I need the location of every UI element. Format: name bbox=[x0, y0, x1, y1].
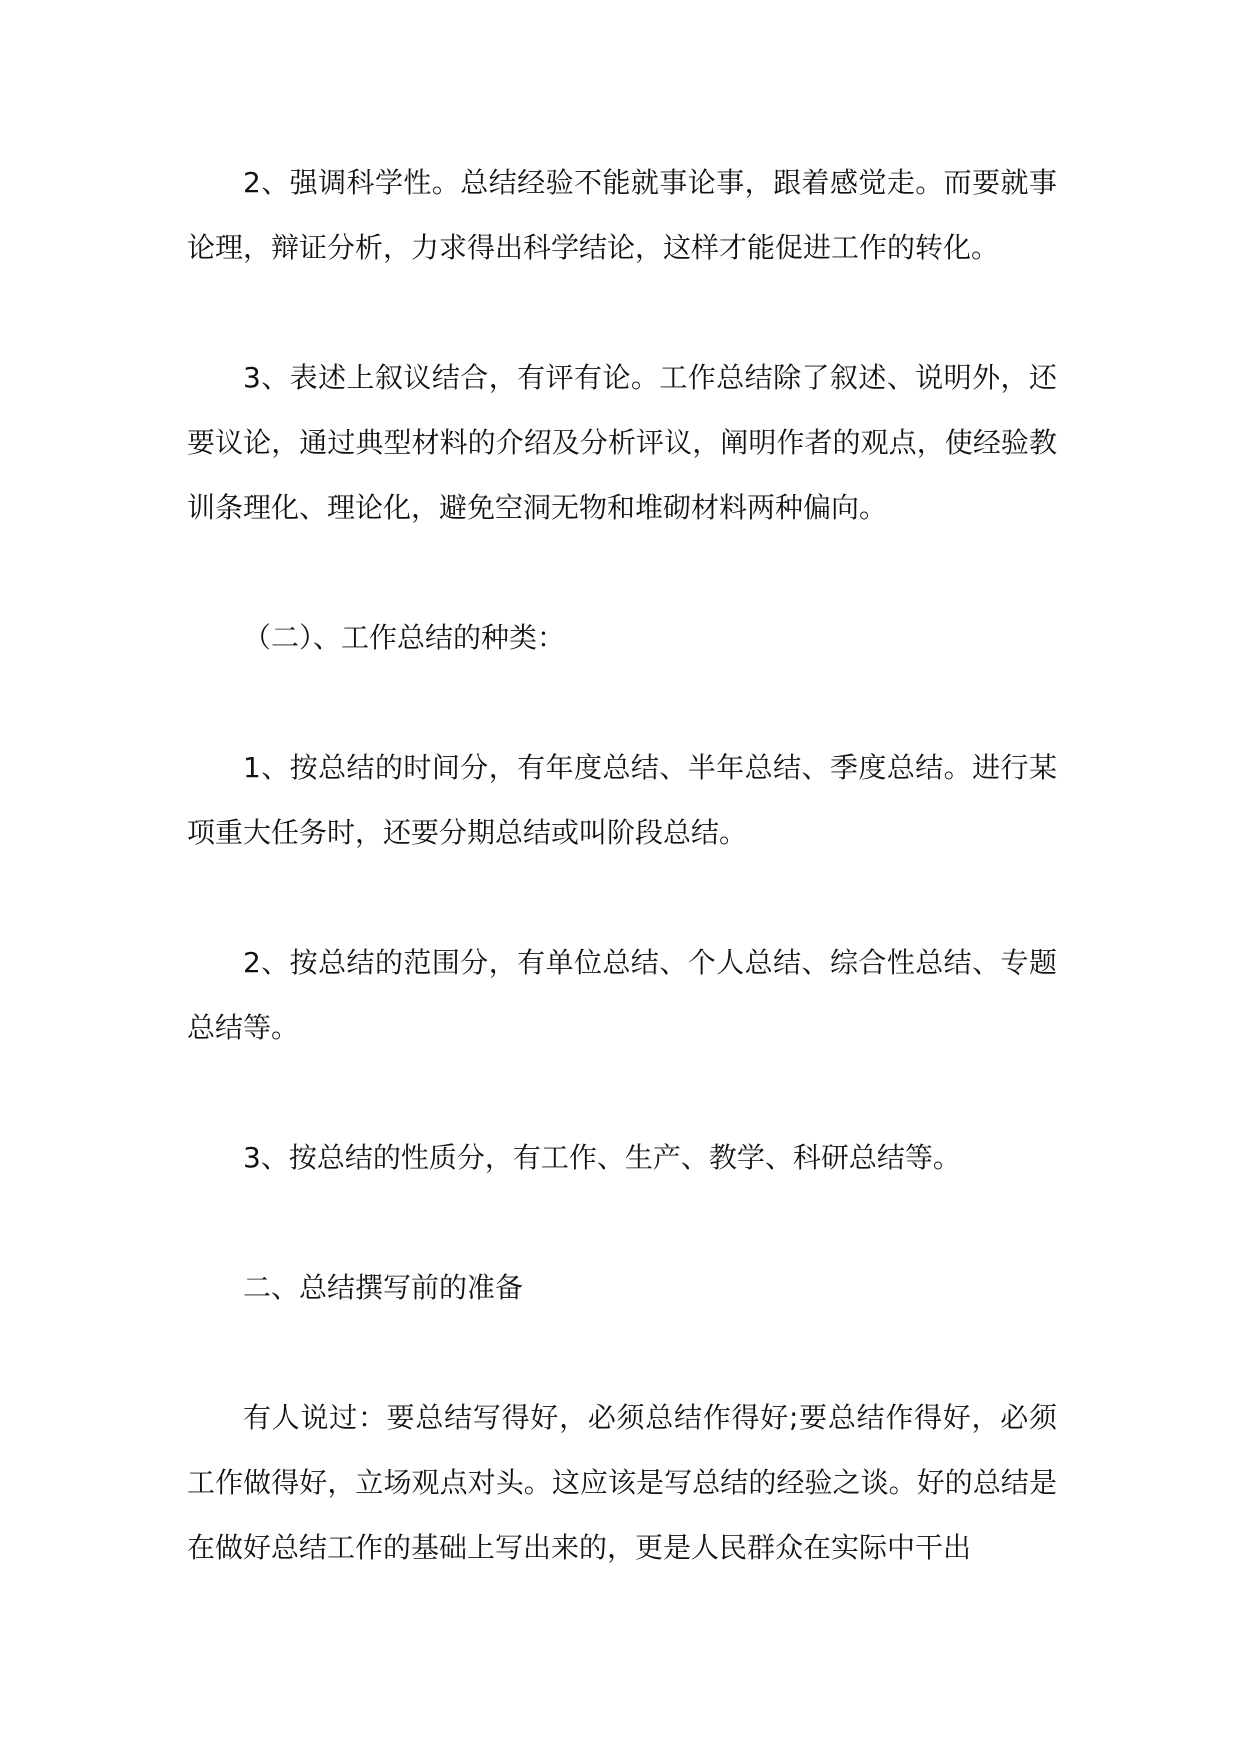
paragraph-type-by-nature: 3、按总结的性质分，有工作、生产、教学、科研总结等。 bbox=[243, 1141, 961, 1174]
paragraph-type-by-scope: 2、按总结的范围分，有单位总结、个人总结、综合性总结、专题总结等。 bbox=[187, 946, 1057, 1044]
section-heading-types: （二）、工作总结的种类： bbox=[243, 621, 566, 654]
paragraph-point-2-scientific: 2、强调科学性。总结经验不能就事论事，跟着感觉走。而要就事论理，辩证分析，力求得出科学结论，这样才能促进工作的转化。 bbox=[187, 166, 1057, 264]
paragraph-point-3-narration: 3、表述上叙议结合，有评有论。工作总结除了叙述、说明外，还要议论，通过典型材料的介绍及分析评议，阐明作者的观点，使经验教训条理化、理论化，避免空洞无物和堆砌材料两种偏向。 bbox=[187, 361, 1057, 524]
document-body bbox=[187, 150, 1057, 1580]
paragraph-preparation-intro: 有人说过：要总结写得好，必须总结作得好;要总结作得好，必须工作做得好，立场观点对头。这应该是写总结的经验之谈。好的总结是在做好总结工作的基础上写出来的，更是人民群众在实际中干出 bbox=[187, 1401, 1057, 1564]
paragraph-type-by-time: 1、按总结的时间分，有年度总结、半年总结、季度总结。进行某项重大任务时，还要分期总结或叫阶段总结。 bbox=[187, 751, 1057, 849]
section-heading-preparation: 二、总结撰写前的准备 bbox=[243, 1271, 524, 1304]
